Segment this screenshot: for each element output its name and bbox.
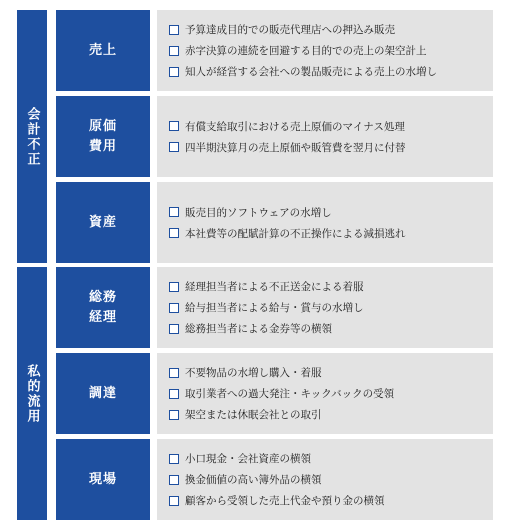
checkbox-icon <box>169 121 179 131</box>
checkbox-icon <box>169 207 179 217</box>
list-item <box>169 383 493 404</box>
item-text: 四半期決算月の売上原価や販管費を翌月に付替 <box>185 141 406 154</box>
category-label-text: 現場 <box>88 471 117 487</box>
checkbox-icon <box>169 46 179 56</box>
item-text: 給与担当者による給与・賞与の水増し <box>185 302 364 314</box>
list-item <box>169 448 493 469</box>
list-item <box>169 223 493 244</box>
item-text: 赤字決算の連続を回避する目的での売上の架空計上 <box>185 45 427 57</box>
item-text: 取引業者への過大発注・キックバックの受領 <box>185 388 395 400</box>
item-list-cost-expense <box>157 96 493 177</box>
category-label-text: 資産 <box>88 214 117 230</box>
list-item <box>169 276 493 297</box>
category-label-sales <box>56 10 150 91</box>
item-list-general-affairs <box>157 267 493 348</box>
checkbox-icon <box>169 303 179 313</box>
item-text: 経理担当者による不正送金による着服 <box>185 281 364 293</box>
category-label-procurement <box>56 353 150 434</box>
item-text: 有償支給取引における売上原価のマイナス処理 <box>185 120 405 133</box>
item-text: 不要物品の水増し購入・着服 <box>185 367 322 379</box>
list-item <box>169 469 493 490</box>
category-label-text: 原価 費用 <box>88 118 117 154</box>
group-label-accounting-fraud <box>17 10 47 263</box>
item-text: 販売目的ソフトウェアの水増し <box>185 206 332 219</box>
item-text: 小口現金・会社資産の横領 <box>185 453 311 465</box>
category-label-text: 売上 <box>88 42 117 58</box>
group-label-text: 会計不正 <box>24 106 40 167</box>
list-item <box>169 116 493 137</box>
list-item <box>169 202 493 223</box>
category-label-text: 調達 <box>88 385 117 401</box>
checkbox-icon <box>169 496 179 506</box>
category-label-general-affairs <box>56 267 150 348</box>
category-label-field <box>56 439 150 520</box>
list-item <box>169 490 493 511</box>
checkbox-icon <box>169 368 179 378</box>
checkbox-icon <box>169 142 179 152</box>
checkbox-icon <box>169 389 179 399</box>
item-list-sales <box>157 10 493 91</box>
group-label-text: 私的流用 <box>24 363 40 424</box>
checkbox-icon <box>169 25 179 35</box>
list-item <box>169 137 493 158</box>
list-item <box>169 61 493 82</box>
checkbox-icon <box>169 228 179 238</box>
item-text: 総務担当者による金券等の横領 <box>185 323 332 335</box>
checkbox-icon <box>169 454 179 464</box>
category-label-text: 総務 経理 <box>88 289 117 325</box>
item-list-assets <box>157 182 493 263</box>
list-item <box>169 362 493 383</box>
item-text: 顧客から受領した売上代金や預り金の横領 <box>185 495 385 507</box>
checkbox-icon <box>169 324 179 334</box>
item-list-field <box>157 439 493 520</box>
category-label-assets <box>56 182 150 263</box>
list-item <box>169 40 493 61</box>
item-text: 換金価値の高い簿外品の横領 <box>185 474 322 486</box>
list-item <box>169 318 493 339</box>
list-item <box>169 297 493 318</box>
checkbox-icon <box>169 67 179 77</box>
item-text: 架空または休眠会社との取引 <box>185 409 322 421</box>
group-label-misappropriation <box>17 267 47 520</box>
checkbox-icon <box>169 475 179 485</box>
item-list-procurement <box>157 353 493 434</box>
item-text: 本社費等の配賦計算の不正操作による減損逃れ <box>185 227 406 240</box>
item-text: 予算達成目的での販売代理店への押込み販売 <box>185 24 395 36</box>
item-text: 知人が経営する会社への製品販売による売上の水増し <box>185 66 437 78</box>
category-label-cost-expense <box>56 96 150 177</box>
list-item <box>169 19 493 40</box>
list-item <box>169 404 493 425</box>
checkbox-icon <box>169 410 179 420</box>
checkbox-icon <box>169 282 179 292</box>
